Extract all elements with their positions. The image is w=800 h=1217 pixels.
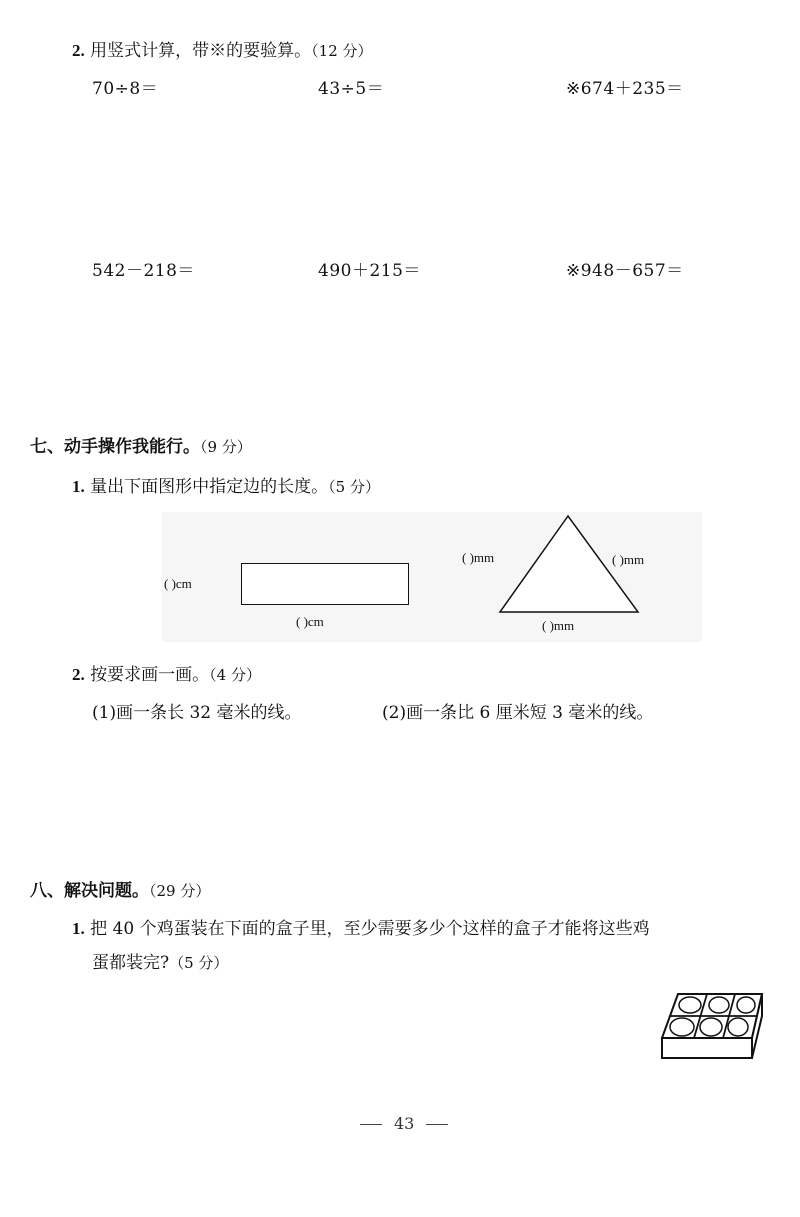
s8-q1-text1: 把 40 个鸡蛋装在下面的盒子里，至少需要多少个这样的盒子才能将这些鸡 bbox=[90, 919, 650, 939]
q2-calc-score: （12 分） bbox=[311, 42, 373, 60]
calc-expr-5: 490＋215＝ bbox=[318, 261, 421, 281]
s7-q1-title: 量出下面图形中指定边的长度。 bbox=[90, 477, 329, 497]
q2-calc-title: 用竖式计算，带※的要验算。 bbox=[90, 41, 312, 61]
page-footer bbox=[348, 1114, 460, 1133]
s7-q1-score: （5 分） bbox=[328, 478, 380, 496]
s7-q2-item1: (1)画一条长 32 毫米的线。 bbox=[92, 703, 302, 723]
q2-calc-number: 2. bbox=[72, 41, 85, 60]
s8-q1-score: （5 分） bbox=[169, 954, 229, 972]
section8-score: （29 分） bbox=[149, 882, 211, 900]
s7-q2-item2: (2)画一条比 6 厘米短 3 毫米的线。 bbox=[382, 703, 654, 723]
section8-heading bbox=[30, 876, 210, 901]
s7-q2-number: 2. bbox=[72, 665, 85, 684]
s7-q1-number: 1. bbox=[72, 477, 85, 496]
section7-heading bbox=[30, 432, 252, 457]
section7-score: （9 分） bbox=[200, 438, 252, 456]
page-number: 43 bbox=[394, 1114, 415, 1133]
measure-rectangle bbox=[241, 563, 409, 605]
s8-q1-text2: 蛋都装完? bbox=[92, 953, 170, 973]
s8-q1-number: 1. bbox=[72, 919, 85, 938]
s8-q1-line1 bbox=[72, 914, 650, 939]
rect-left-side-label: ( )cm bbox=[164, 576, 192, 591]
rect-bottom-side-label: ( )cm bbox=[296, 614, 324, 629]
tri-left-side-label: ( )mm bbox=[462, 550, 495, 565]
s7-q2-score: （4 分） bbox=[209, 666, 261, 684]
egg-box-illustration bbox=[656, 988, 768, 1066]
tri-right-side-label: ( )mm bbox=[612, 552, 645, 567]
footer-dash-right bbox=[426, 1124, 448, 1125]
tri-bottom-side-label: ( )mm bbox=[542, 618, 575, 633]
calc-expr-3: ※674＋235＝ bbox=[566, 79, 684, 99]
s7-q2-title: 按要求画一画。 bbox=[90, 665, 210, 685]
section7-title: 七、动手操作我能行。 bbox=[30, 437, 200, 457]
calc-expr-6: ※948－657＝ bbox=[566, 261, 684, 281]
s7-q1-line bbox=[72, 472, 380, 497]
calc-expr-2: 43÷5＝ bbox=[318, 79, 385, 99]
s8-q1-line2 bbox=[92, 948, 228, 973]
footer-dash-left bbox=[360, 1124, 382, 1125]
s7-q2-line bbox=[72, 660, 261, 685]
calc-expr-4: 542－218＝ bbox=[92, 261, 195, 281]
calc-expr-1: 70÷8＝ bbox=[92, 79, 159, 99]
section8-title: 八、解决问题。 bbox=[30, 881, 149, 901]
q2-calc-title-line bbox=[72, 36, 373, 61]
